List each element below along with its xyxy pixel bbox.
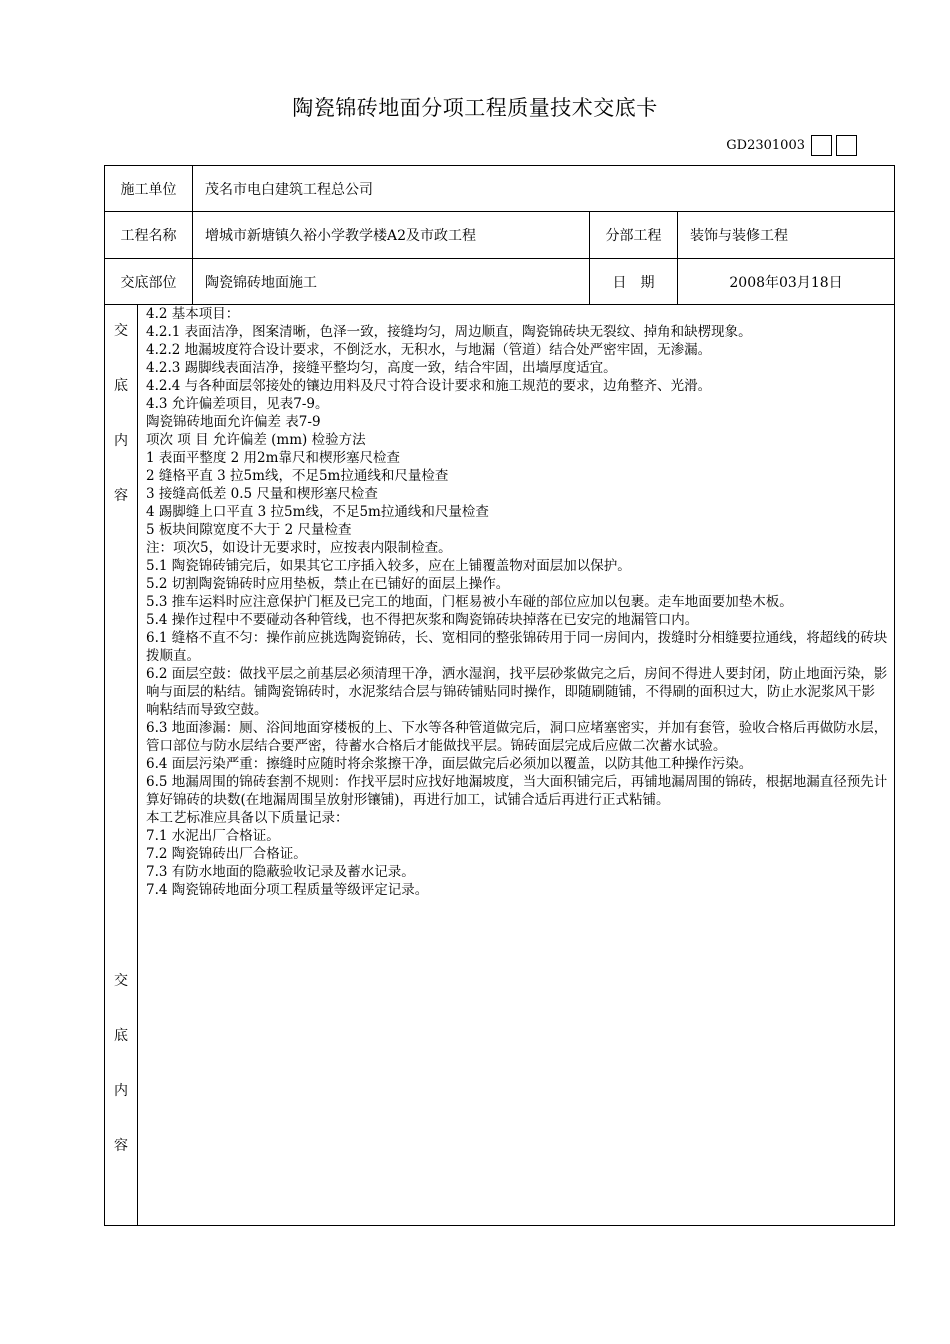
side-label-top (105, 321, 137, 541)
doc-code-row (726, 135, 857, 156)
code-box-2 (836, 135, 857, 156)
side-char: 内 (114, 433, 128, 449)
content-line: 4 踢脚缝上口平直 3 拉5m线，不足5m拉通线和尺量检查 (146, 504, 489, 520)
content-line: 项次 项 目 允许偏差 (mm) 检验方法 (146, 432, 366, 448)
content-line: 5.4 操作过程中不要碰动各种管线，也不得把灰浆和陶瓷锦砖块掉落在已安完的地漏管口内。 (146, 612, 699, 628)
project-value: 增城市新塘镇久裕小学教学楼A2及市政工程 (193, 212, 590, 259)
content-line: 7.2 陶瓷锦砖出厂合格证。 (146, 846, 307, 862)
unit-value: 茂名市电白建筑工程总公司 (193, 166, 895, 212)
content-line: 1 表面平整度 2 用2m靠尺和楔形塞尺检查 (146, 450, 400, 466)
content-line: 本工艺标准应具备以下质量记录： (146, 810, 349, 826)
content-line: 5 板块间隙宽度不大于 2 尺量检查 (146, 522, 352, 538)
row-part (105, 259, 895, 305)
content-line: 4.2 基本项目： (146, 306, 240, 322)
division-label: 分部工程 (590, 212, 678, 259)
doc-code: GD2301003 (726, 138, 805, 153)
disclosure-table (104, 165, 895, 1226)
content-lines (138, 305, 894, 899)
side-char: 交 (114, 323, 128, 339)
content-wrapper (105, 305, 895, 1226)
side-char: 容 (114, 488, 128, 504)
content-line: 6.1 缝格不直不匀：操作前应挑选陶瓷锦砖，长、宽相同的整张锦砖用于同一房间内，拨缝时分相缝要拉通线，将超线的砖块拨顺直。 (146, 630, 888, 664)
division-value: 装饰与装修工程 (678, 212, 895, 259)
side-char: 交 (114, 973, 128, 989)
unit-label: 施工单位 (105, 166, 193, 212)
row-content (105, 305, 895, 1226)
content-line: 7.1 水泥出厂合格证。 (146, 828, 280, 844)
project-label: 工程名称 (105, 212, 193, 259)
part-label: 交底部位 (105, 259, 193, 305)
content-line: 陶瓷锦砖地面允许偏差 表7-9 (146, 414, 321, 430)
content-line: 4.2.2 地漏坡度符合设计要求，不倒泛水，无积水，与地漏（管道）结合处严密牢固，无渗漏。 (146, 342, 712, 358)
content-line: 2 缝格平直 3 拉5m线，不足5m拉通线和尺量检查 (146, 468, 449, 484)
content-line: 3 接缝高低差 0.5 尺量和楔形塞尺检查 (146, 486, 378, 502)
content-line: 7.3 有防水地面的隐蔽验收记录及蓄水记录。 (146, 864, 415, 880)
content-body (138, 305, 895, 1225)
content-line: 6.4 面层污染严重：擦缝时应随时将余浆擦干净，面层做完后必须加以覆盖，以防其他工种操作污染。 (146, 756, 753, 772)
content-line: 6.2 面层空鼓：做找平层之前基层必须清理干净，洒水湿润，找平层砂浆做完之后，房间不得进人要封闭，防止地面污染，影响与面层的粘结。铺陶瓷锦砖时，水泥浆结合层与锦砖铺贴同时操作，即随刷随铺，不得刷的面积过大，防止水泥浆风干影响粘结而导致空鼓。 (146, 666, 888, 718)
row-unit (105, 166, 895, 212)
code-box-1 (811, 135, 832, 156)
content-line: 5.2 切割陶瓷锦砖时应用垫板，禁止在已铺好的面层上操作。 (146, 576, 510, 592)
side-char: 容 (114, 1138, 128, 1154)
side-char: 底 (114, 1028, 128, 1044)
side-label-bottom (105, 971, 137, 1191)
content-inner-table (105, 305, 894, 1225)
content-line: 6.5 地漏周围的锦砖套割不规则：作找平层时应找好地漏坡度，当大面积铺完后，再铺地漏周围的锦砖，根据地漏直径预先计算好锦砖的块数(在地漏周围呈放射形镶铺)，再进行加工，试铺合适后再进行正式粘铺。 (146, 774, 888, 808)
content-line: 6.3 地面渗漏：厕、浴间地面穿楼板的上、下水等各种管道做完后，洞口应堵塞密实，并加有套管，验收合格后再做防水层，管口部位与防水层结合要严密，待蓄水合格后才能做找平层。锦砖面层完成后应做二次蓄水试验。 (146, 720, 888, 754)
content-line: 7.4 陶瓷锦砖地面分项工程质量等级评定记录。 (146, 882, 429, 898)
side-char: 内 (114, 1083, 128, 1099)
date-value: 2008年03月18日 (678, 259, 895, 305)
row-project (105, 212, 895, 259)
date-label: 日 期 (590, 259, 678, 305)
content-line: 4.2.1 表面洁净，图案清晰，色泽一致，接缝均匀，周边顺直，陶瓷锦砖块无裂纹、掉角和缺楞现象。 (146, 324, 752, 340)
content-line: 4.3 允许偏差项目，见表7-9。 (146, 396, 329, 412)
side-char: 底 (114, 378, 128, 394)
content-line: 注：项次5，如设计无要求时，应按表内限制检查。 (146, 540, 452, 556)
content-line: 4.2.3 踢脚线表面洁净，接缝平整均匀，高度一致，结合牢固，出墙厚度适宜。 (146, 360, 617, 376)
page-title: 陶瓷锦砖地面分项工程质量技术交底卡 (292, 96, 658, 120)
part-value: 陶瓷锦砖地面施工 (193, 259, 590, 305)
content-line: 5.1 陶瓷锦砖铺完后，如果其它工序插入较多，应在上铺覆盖物对面层加以保护。 (146, 558, 631, 574)
content-line: 5.3 推车运料时应注意保护门框及已完工的地面，门框易被小车碰的部位应加以包裹。走车地面要加垫木板。 (146, 594, 793, 610)
content-line: 4.2.4 与各种面层邻接处的镶边用料及尺寸符合设计要求和施工规范的要求，边角整齐、光滑。 (146, 378, 712, 394)
content-side-label (105, 305, 138, 1225)
